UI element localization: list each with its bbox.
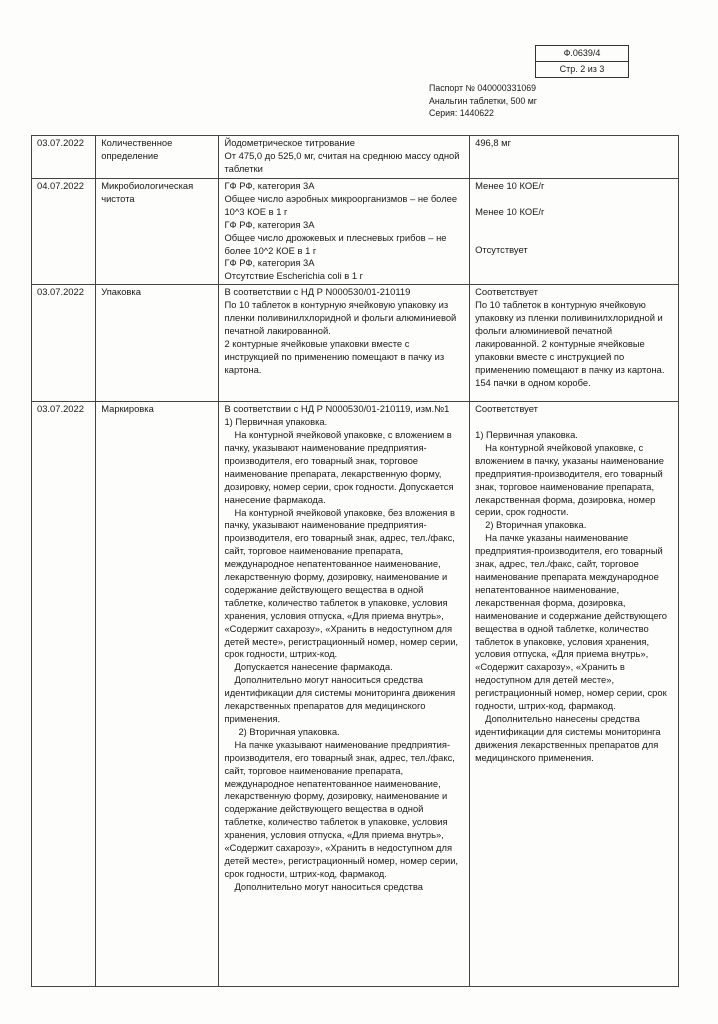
requirement-text: Отсутствие Escherichia coli в 1 г (224, 270, 364, 282)
table-row (32, 285, 679, 402)
result-text: 496,8 мг (475, 137, 512, 148)
requirement-text: 2 контурные ячейковые упаковки вместе с инструкцией по применению помещают в пачку из картона. (224, 337, 445, 375)
test-results-table (31, 135, 679, 987)
test-date: 04.07.2022 (32, 179, 96, 285)
requirement-text: ГФ РФ, категория 3А (224, 180, 315, 191)
series-number: Серия: 1440622 (429, 108, 494, 118)
result-text: Менее 10 КОЕ/г (475, 205, 545, 217)
requirement-text: 2) Вторичная упаковка. (238, 725, 340, 737)
result-text: Дополнительно нанесены средства идентификации для системы мониторинга движения лекарственных препаратов для медицинского применения. (475, 712, 661, 763)
form-code-box (535, 45, 629, 78)
result-cell (470, 402, 679, 987)
requirement-text: Дополнительно могут наноситься средства (234, 880, 423, 892)
result-text: По 10 таблеток в контурную ячейковую упаковку из пленки поливинилхлоридной и фольги алюминиевой печатной лакированной. 2 контурные ячейковые упаковки вместе с инструкцией по применению помещают в пачку из картона. 154 пачки в одном коробе. (475, 299, 665, 388)
product-name: Анальгин таблетки, 500 мг (429, 95, 538, 106)
requirement-cell (219, 179, 470, 285)
test-name: Упаковка (96, 285, 219, 402)
requirement-cell (219, 402, 470, 987)
requirement-text: ГФ РФ, категория 3А (224, 257, 315, 269)
result-text: Соответствует (475, 403, 538, 415)
result-cell (470, 285, 679, 402)
requirement-text: ГФ РФ, категория 3А (224, 218, 315, 230)
result-text: 2) Вторичная упаковка. (485, 519, 587, 531)
requirement-text: На контурной ячейковой упаковке, без вложения в пачку, указывают наименование предприятия-производителя, его товарный знак, адрес, тел./факс, сайт, торговое наименование препарата, международное непатентованное наименование, лекарственную форму, дозировку, наименование и содержание действующего вещества в одной таблетке, количество таблеток в упаковке, условия хранения, условия отпуска, «Для приема внутрь», «Содержит сахарозу», «Хранить в недоступном для детей месте», регистрационный номер, номер серии, срок годности, штрих-код. (224, 506, 459, 660)
requirement-text: На контурной ячейковой упаковке, с вложением в пачку, указывают наименование предприятия-производителя, его товарный знак, торговое наименование препарата, лекарственную форму, дозировку, номер серии, срок годности. Допускается нанесение фармакода. (224, 429, 454, 505)
test-name: Микробиологическая чистота (96, 179, 219, 285)
test-name: Маркировка (96, 402, 219, 987)
test-date: 03.07.2022 (32, 402, 96, 987)
result-text: Менее 10 КОЕ/г (475, 180, 545, 191)
requirement-text: Дополнительно могут наноситься средства идентификации для системы мониторинга движения лекарственных препаратов для медицинского применения. (224, 674, 456, 724)
requirement-cell (219, 136, 470, 179)
result-text: На пачке указаны наименование предприятия-производителя, его товарный знак, адрес, тел./факс, сайт, торговое наименование препарата международное непатентованное наименование, лекарственная форма, дозировка, наименование и содержание действующего вещества в одной таблетке, количество таблеток в упаковке, условия хранения, условия отпуска, «Для приема внутрь», «Содержит сахарозу», «Хранить в недоступном для детей месте», регистрационный номер, номер серии, срок годности, штрих-код, фармакод. (475, 532, 668, 712)
passport-header (429, 82, 537, 120)
requirement-cell (219, 285, 470, 402)
requirement-text: Общее число дрожжевых и плесневых грибов – не более 10^2 КОЕ в 1 г (224, 231, 447, 256)
requirement-text: В соответствии с НД Р N000530/01-210119 (224, 286, 411, 298)
result-text: 1) Первичная упаковка. (475, 429, 578, 441)
table-row (32, 179, 679, 285)
test-date: 03.07.2022 (32, 285, 96, 402)
table-row (32, 402, 679, 987)
requirement-text: Йодометрическое титрование (224, 137, 355, 148)
requirement-text: На пачке указывают наименование предприятия-производителя, его товарный знак, адрес, тел./факс, сайт, торговое наименование препарата, международное непатентованное наименование, лекарственную форму, дозировку, наименование и содержание действующего вещества в одной таблетке, количество таблеток в упаковке, условия хранения, условия отпуска, «Для приема внутрь», «Содержит сахарозу», «Хранить в недоступном для детей месте», регистрационный номер, номер серии, срок годности, штрих-код, фармакод. (224, 738, 459, 879)
result-text: На контурной ячейковой упаковке, с вложением в пачку, указаны наименование предприятия-производителя, его товарный знак, торговое наименование препарата, лекарственная форма, дозировка, номер серии, срок годности. (475, 441, 664, 518)
requirement-text: Общее число аэробных микроорганизмов – не более 10^3 КОЕ в 1 г (224, 192, 458, 217)
result-cell (470, 136, 679, 179)
form-code: Ф.0639/4 (563, 48, 601, 58)
test-date: 03.07.2022 (32, 136, 96, 179)
result-cell (470, 179, 679, 285)
requirement-text: Допускается нанесение фармакода. (234, 661, 393, 673)
result-text: Соответствует (475, 286, 538, 298)
requirement-text: 1) Первичная упаковка. (224, 416, 328, 428)
result-text: Отсутствует (475, 244, 528, 256)
requirement-text: В соответствии с НД Р N000530/01-210119, изм.№1 (224, 403, 450, 415)
passport-number: Паспорт № 040000331069 (429, 83, 537, 93)
requirement-text: По 10 таблеток в контурную ячейковую упаковку из пленки поливинилхлоридной и фольги алюминиевой печатной лакированной. (224, 299, 457, 336)
requirement-text: От 475,0 до 525,0 мг, считая на среднюю массу одной таблетки (224, 149, 460, 174)
page-number: Стр. 2 из 3 (536, 61, 628, 77)
table-row (32, 136, 679, 179)
test-name: Количественное определение (96, 136, 219, 179)
